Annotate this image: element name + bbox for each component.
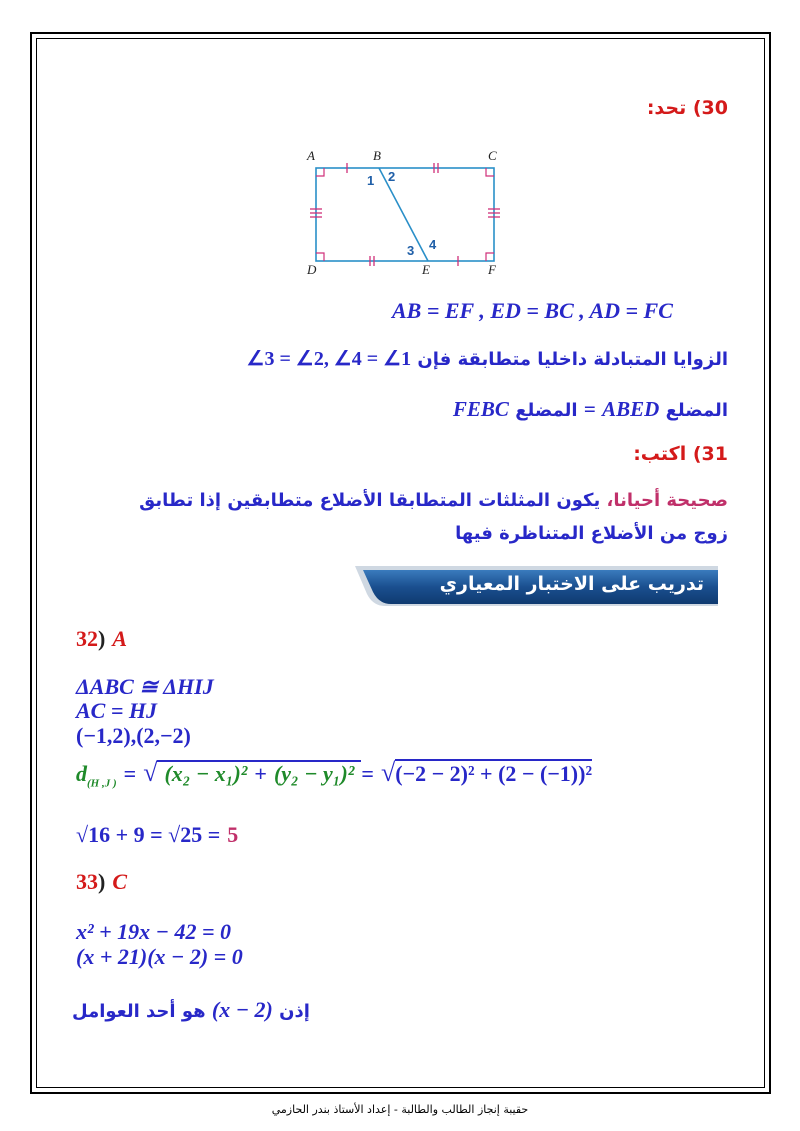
q33-conclusion-text-1: إذن <box>279 1001 310 1022</box>
distance-subscript: (H ,J ) <box>87 777 117 790</box>
segment-be <box>379 168 428 261</box>
q32-paren: ) <box>98 626 106 651</box>
angle-3-label: 3 <box>407 243 415 258</box>
q33-paren: ) <box>98 869 106 894</box>
q31-label: اكتب: <box>633 443 687 465</box>
distance-equals-2: = <box>361 761 374 786</box>
equals-sign: = <box>583 397 596 421</box>
rectangle-diagram <box>300 145 510 280</box>
distance-symbol: d <box>76 761 87 786</box>
q33-conclusion <box>72 997 310 1023</box>
angle-2-label: 2 <box>388 169 396 184</box>
sqrt-symbol: √ <box>143 758 158 787</box>
angle-4-label: 4 <box>429 237 437 252</box>
q31-heading <box>633 443 728 465</box>
q33-number: 33 <box>76 869 98 894</box>
banner-title: تدريب على الاختبار المعياري <box>439 573 704 595</box>
q30-number: 30) <box>692 97 728 119</box>
q32-result-value: 5 <box>227 822 239 847</box>
angle-equalities: ∠3 = ∠2, ∠4 = ∠1 <box>246 348 412 370</box>
polygon-label-1: المضلع <box>665 400 728 421</box>
distance-values: (−2 − 2)² + (2 − (−1))² <box>395 761 593 786</box>
distance-equals: = <box>123 761 137 786</box>
q33-conclusion-factor: (x − 2) <box>211 997 273 1022</box>
distance-plus: + <box>254 761 267 786</box>
banner-title-wrap <box>355 566 718 606</box>
rectangle-acfd <box>316 168 494 261</box>
q31-answer-text: يكون المثلثات المتطابقا الأضلاع متطابقين إذا تطابق زوج من الأضلاع المتناظرة فيها <box>139 490 728 544</box>
q32-congruence: ΔABC ≅ ΔHIJ <box>76 674 214 699</box>
q33-answer: C <box>112 869 128 894</box>
page-footer: حقيبة إنجاز الطالب والطالبة - إعداد الأستاذ بندر الحازمي <box>271 1103 529 1116</box>
q32-result-expression: √16 + 9 = √25 = <box>76 822 221 847</box>
vertex-d: D <box>307 262 317 277</box>
polygon-congruence-statement <box>453 397 728 422</box>
right-angle-f <box>486 253 494 261</box>
q30-heading <box>647 97 728 119</box>
distance-x-term: (x₂ − x₁)² <box>164 761 248 786</box>
q32-distance-formula <box>76 758 592 789</box>
polygon-abed: ABED <box>602 397 660 421</box>
right-angle-d <box>316 253 324 261</box>
right-angle-c <box>486 168 494 176</box>
q33-equation: x² + 19x − 42 = 0 <box>76 919 231 944</box>
polygon-label-2: المضلع <box>515 400 578 421</box>
q31-answer-highlight: صحيحة أحيانا، <box>606 490 728 511</box>
q33-heading <box>76 869 127 895</box>
right-angle-a <box>316 168 324 176</box>
congruent-sides-equation: AB = EF , ED = BC , AD = FC <box>392 298 673 323</box>
alternate-angles-text: الزوايا المتبادلة داخليا متطابقة فإن <box>417 349 728 370</box>
q33-factored: (x + 21)(x − 2) = 0 <box>76 944 243 969</box>
vertex-a: A <box>307 148 315 163</box>
q32-sides: AC = HJ <box>76 698 157 723</box>
q30-label: تحد: <box>646 97 687 119</box>
q32-heading <box>76 626 127 652</box>
q32-answer: A <box>112 626 128 651</box>
angle-1-label: 1 <box>367 173 375 188</box>
vertex-c: C <box>488 148 497 163</box>
q31-number: 31) <box>692 443 728 465</box>
sqrt-symbol-2: √ <box>380 758 396 787</box>
q31-answer <box>128 484 728 550</box>
vertex-b: B <box>373 148 381 163</box>
q33-conclusion-text-2: هو أحد العوامل <box>72 1001 206 1022</box>
q32-result <box>76 822 238 848</box>
polygon-febc: FEBC <box>452 397 509 421</box>
q32-points: (−1,2),(2,−2) <box>76 723 191 748</box>
q32-number: 32 <box>76 626 98 651</box>
alternate-angles-statement <box>247 346 728 371</box>
vertex-f: F <box>488 262 496 277</box>
distance-y-term: (y₂ − y₁)² <box>273 761 355 786</box>
vertex-e: E <box>422 262 430 277</box>
